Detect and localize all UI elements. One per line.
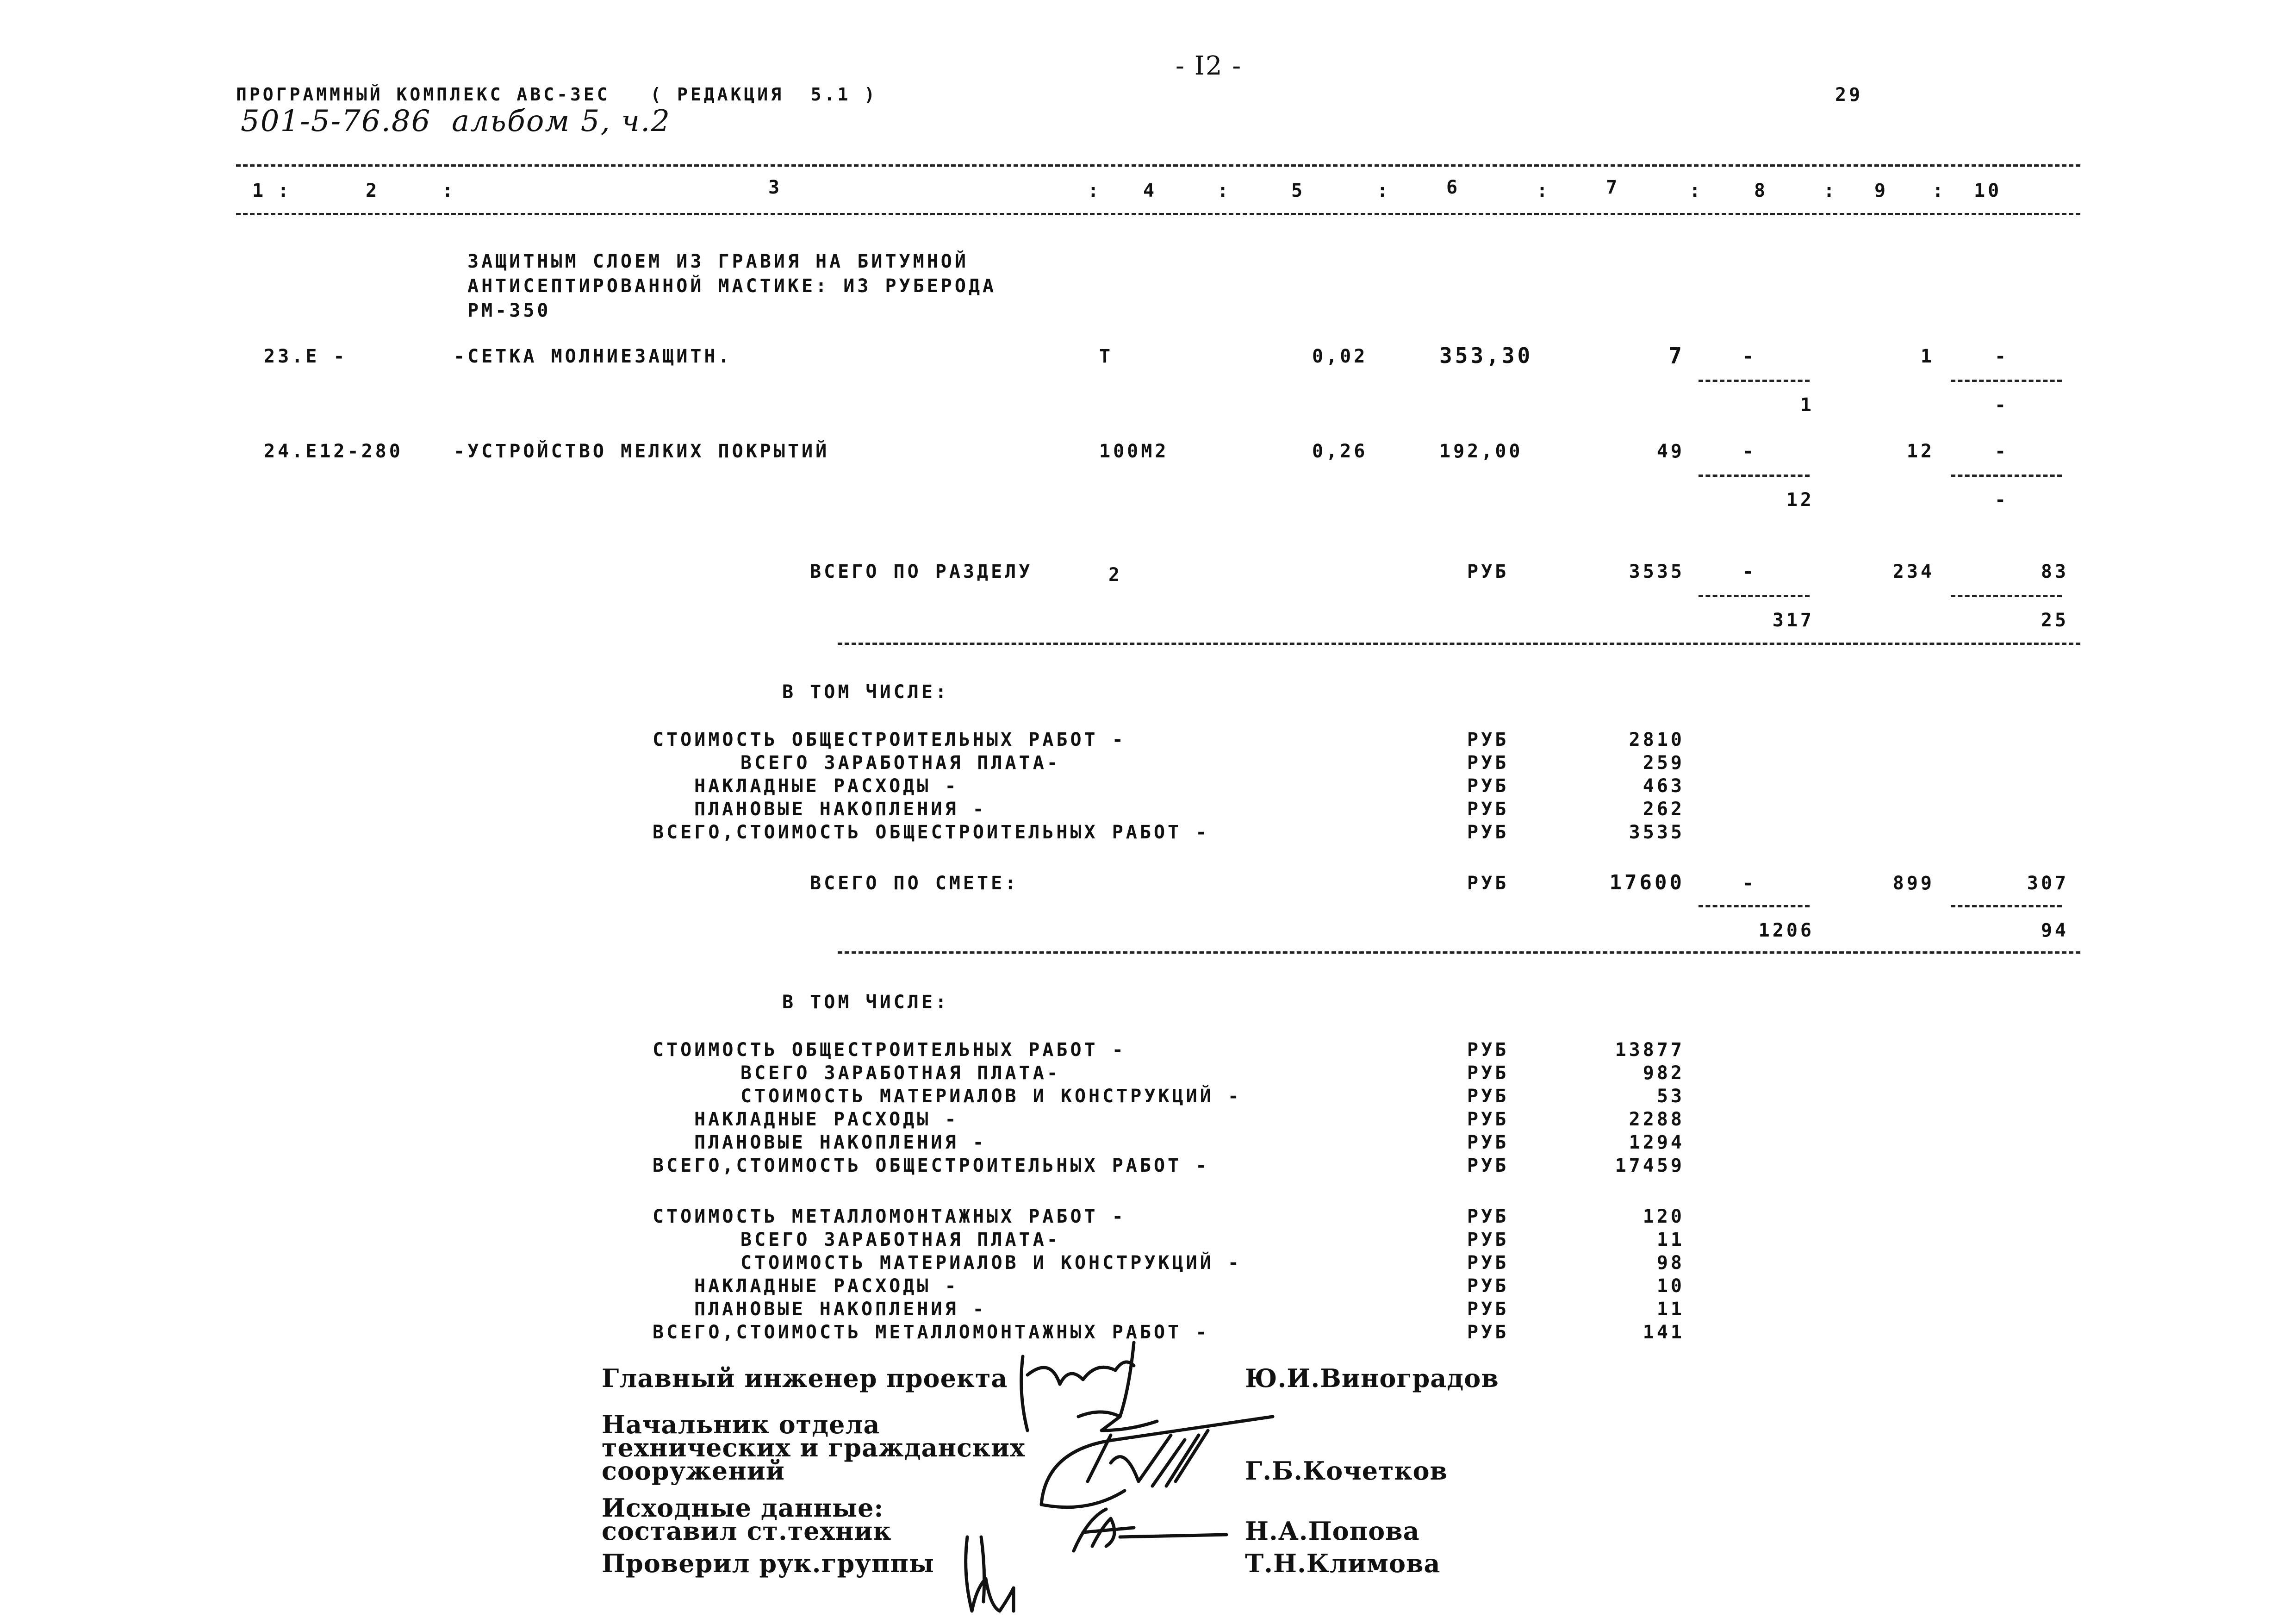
section-total-col10: 83 bbox=[2041, 561, 2069, 582]
row-col8-lower: 1 bbox=[1800, 394, 1814, 416]
breakdown-value: 3535 bbox=[1629, 822, 1685, 843]
row-col10-lower: - bbox=[1995, 394, 2009, 416]
col-10: 10 bbox=[1974, 180, 2002, 201]
breakdown-value: 141 bbox=[1643, 1322, 1685, 1343]
fraction-rule bbox=[1699, 595, 1810, 597]
section-total-label: ВСЕГО ПО РАЗДЕЛУ bbox=[810, 561, 1033, 582]
breakdown-unit: РУБ bbox=[1467, 1039, 1509, 1061]
breakdown-label: СТОИМОСТЬ ОБЩЕСТРОИТЕЛЬНЫХ РАБОТ - bbox=[653, 729, 1126, 750]
row-col7: 49 bbox=[1656, 441, 1685, 462]
breakdown-value: 17459 bbox=[1615, 1155, 1685, 1176]
intro-line: РМ-350 bbox=[467, 300, 551, 321]
breakdown-label: ВСЕГО ЗАРАБОТНАЯ ПЛАТА- bbox=[740, 752, 1061, 774]
breakdown-label: ВСЕГО,СТОИМОСТЬ ОБЩЕСТРОИТЕЛЬНЫХ РАБОТ - bbox=[653, 1155, 1210, 1176]
header-bottom-rule bbox=[236, 213, 2080, 215]
col-2: 2 bbox=[366, 180, 380, 201]
section-total-col7: 3535 bbox=[1629, 561, 1685, 582]
breakdown-unit: РУБ bbox=[1467, 1322, 1509, 1343]
breakdown-unit: РУБ bbox=[1467, 1062, 1509, 1084]
section-total-col8-lower: 317 bbox=[1772, 610, 1814, 631]
breakdown-label: СТОИМОСТЬ МАТЕРИАЛОВ И КОНСТРУКЦИЙ - bbox=[740, 1086, 1242, 1107]
breakdown-value: 11 bbox=[1656, 1299, 1685, 1320]
signature-role: Главный инженер проекта bbox=[602, 1363, 1008, 1393]
breakdown-value: 463 bbox=[1643, 775, 1685, 797]
breakdown-label: ВСЕГО ЗАРАБОТНАЯ ПЛАТА- bbox=[740, 1062, 1061, 1084]
col-7: 7 bbox=[1606, 177, 1620, 198]
signature-name: Н.А.Попова bbox=[1245, 1516, 1420, 1546]
breakdown-value: 259 bbox=[1643, 752, 1685, 774]
section-rule bbox=[838, 643, 2080, 645]
breakdown-unit: РУБ bbox=[1467, 799, 1509, 820]
row-qty: 0,02 bbox=[1312, 346, 1368, 367]
breakdown-unit: РУБ bbox=[1467, 1299, 1509, 1320]
signature-role: технических и гражданских bbox=[602, 1433, 1026, 1462]
col-3: 3 bbox=[768, 177, 783, 198]
col-9: 9 bbox=[1874, 180, 1889, 201]
breakdown-unit: РУБ bbox=[1467, 1086, 1509, 1107]
fraction-rule bbox=[1699, 905, 1810, 907]
breakdown-value: 98 bbox=[1656, 1252, 1685, 1274]
section-total-col10-lower: 25 bbox=[2041, 610, 2069, 631]
signature-role: составил ст.техник bbox=[602, 1516, 892, 1546]
handwritten-signature-icon bbox=[958, 1528, 1032, 1620]
breakdown-unit: РУБ bbox=[1467, 822, 1509, 843]
estimate-total-col9: 899 bbox=[1892, 873, 1935, 894]
row-col8: - bbox=[1742, 346, 1757, 367]
signature-role: Исходные данные: bbox=[602, 1493, 884, 1523]
row-name: -УСТРОЙСТВО МЕЛКИХ ПОКРЫТИЙ bbox=[454, 441, 830, 462]
breakdown-value: 1294 bbox=[1629, 1132, 1685, 1153]
col-5: 5 bbox=[1291, 180, 1306, 201]
estimate-total-col10: 307 bbox=[2027, 873, 2069, 894]
signature-role: Начальник отдела bbox=[602, 1410, 880, 1439]
breakdown-unit: РУБ bbox=[1467, 1132, 1509, 1153]
section-total-unit: РУБ bbox=[1467, 561, 1509, 582]
row-col10-lower: - bbox=[1995, 489, 2009, 511]
row-unit: Т bbox=[1099, 346, 1114, 367]
breakdown-value: 120 bbox=[1643, 1206, 1685, 1227]
breakdown-label: СТОИМОСТЬ МАТЕРИАЛОВ И КОНСТРУКЦИЙ - bbox=[740, 1252, 1242, 1274]
fraction-rule bbox=[1951, 595, 2062, 597]
row-col10: - bbox=[1995, 346, 2009, 367]
row-price: 353,30 bbox=[1439, 343, 1533, 368]
breakdown-value: 2288 bbox=[1629, 1109, 1685, 1130]
breakdown-unit: РУБ bbox=[1467, 752, 1509, 774]
row-col8-lower: 12 bbox=[1786, 489, 1814, 511]
signature-role: сооружений bbox=[602, 1456, 785, 1486]
section-number: 2 bbox=[1108, 564, 1123, 586]
col-sep: : bbox=[1689, 180, 1704, 201]
section-total-col9: 234 bbox=[1892, 561, 1935, 582]
row-name: -СЕТКА МОЛНИЕЗАЩИТН. bbox=[454, 346, 732, 367]
signature-name: Т.Н.Климова bbox=[1245, 1549, 1441, 1578]
breakdown-unit: РУБ bbox=[1467, 1206, 1509, 1227]
breakdown-unit: РУБ bbox=[1467, 1252, 1509, 1274]
breakdown-value: 262 bbox=[1643, 799, 1685, 820]
breakdown-label: ВСЕГО,СТОИМОСТЬ ОБЩЕСТРОИТЕЛЬНЫХ РАБОТ - bbox=[653, 822, 1210, 843]
row-col9: 12 bbox=[1906, 441, 1935, 462]
col-4: 4 bbox=[1143, 180, 1157, 201]
row-col10: - bbox=[1995, 441, 2009, 462]
breakdown-label: СТОИМОСТЬ МЕТАЛЛОМОНТАЖНЫХ РАБОТ - bbox=[653, 1206, 1126, 1227]
breakdown-label: ПЛАНОВЫЕ НАКОПЛЕНИЯ - bbox=[694, 1299, 987, 1320]
breakdown-value: 2810 bbox=[1629, 729, 1685, 750]
fraction-rule bbox=[1951, 905, 2062, 907]
breakdown-label: ВСЕГО,СТОИМОСТЬ МЕТАЛЛОМОНТАЖНЫХ РАБОТ - bbox=[653, 1322, 1210, 1343]
breakdown-heading: В ТОМ ЧИСЛЕ: bbox=[782, 992, 949, 1013]
estimate-total-col8: - bbox=[1742, 873, 1757, 894]
breakdown-value: 53 bbox=[1656, 1086, 1685, 1107]
col-sep: : bbox=[1537, 180, 1551, 201]
breakdown-unit: РУБ bbox=[1467, 1109, 1509, 1130]
estimate-total-col10-lower: 94 bbox=[2041, 920, 2069, 941]
intro-line: АНТИСЕПТИРОВАННОЙ МАСТИКЕ: ИЗ РУБЕРОДА bbox=[467, 275, 997, 297]
album-code: 501-5-76.86 альбом 5, ч.2 bbox=[241, 104, 671, 138]
estimate-total-col7: 17600 bbox=[1609, 871, 1685, 894]
breakdown-unit: РУБ bbox=[1467, 729, 1509, 750]
breakdown-value: 11 bbox=[1656, 1229, 1685, 1250]
page-number: - I2 - bbox=[1176, 51, 1242, 81]
breakdown-unit: РУБ bbox=[1467, 1229, 1509, 1250]
sheet-number: 29 bbox=[1835, 84, 1863, 106]
row-qty: 0,26 bbox=[1312, 441, 1368, 462]
estimate-total-col8-lower: 1206 bbox=[1758, 920, 1814, 941]
estimate-total-label: ВСЕГО ПО СМЕТЕ: bbox=[810, 873, 1019, 894]
estimate-rule bbox=[838, 951, 2080, 954]
col-sep: : bbox=[1088, 180, 1102, 201]
signature-name: Ю.И.Виноградов bbox=[1245, 1363, 1499, 1393]
col-sep: : bbox=[278, 180, 292, 201]
breakdown-label: НАКЛАДНЫЕ РАСХОДЫ - bbox=[694, 1275, 959, 1297]
breakdown-label: НАКЛАДНЫЕ РАСХОДЫ - bbox=[694, 775, 959, 797]
col-sep: : bbox=[1823, 180, 1838, 201]
breakdown-unit: РУБ bbox=[1467, 1275, 1509, 1297]
breakdown-unit: РУБ bbox=[1467, 775, 1509, 797]
breakdown-label: СТОИМОСТЬ ОБЩЕСТРОИТЕЛЬНЫХ РАБОТ - bbox=[653, 1039, 1126, 1061]
breakdown-label: ПЛАНОВЫЕ НАКОПЛЕНИЯ - bbox=[694, 1132, 987, 1153]
fraction-rule bbox=[1699, 380, 1810, 382]
fraction-rule bbox=[1699, 475, 1810, 477]
row-col8: - bbox=[1742, 441, 1757, 462]
signature-role: Проверил рук.группы bbox=[602, 1549, 935, 1578]
row-col9: 1 bbox=[1920, 346, 1935, 367]
breakdown-value: 10 bbox=[1656, 1275, 1685, 1297]
section-total-col8: - bbox=[1742, 561, 1757, 582]
header-top-rule bbox=[236, 164, 2080, 167]
fraction-rule bbox=[1951, 380, 2062, 382]
col-sep: : bbox=[1377, 180, 1391, 201]
row-number: 24.Е12-280 bbox=[264, 441, 403, 462]
breakdown-heading: В ТОМ ЧИСЛЕ: bbox=[782, 681, 949, 703]
intro-line: ЗАЩИТНЫМ СЛОЕМ ИЗ ГРАВИЯ НА БИТУМНОЙ bbox=[467, 251, 969, 272]
col-sep: : bbox=[442, 180, 456, 201]
breakdown-value: 13877 bbox=[1615, 1039, 1685, 1061]
row-col7: 7 bbox=[1668, 343, 1685, 369]
fraction-rule bbox=[1951, 475, 2062, 477]
estimate-total-unit: РУБ bbox=[1467, 873, 1509, 894]
handwritten-signature-icon bbox=[1064, 1500, 1231, 1560]
col-sep: : bbox=[1932, 180, 1947, 201]
program-title: ПРОГРАММНЫЙ КОМПЛЕКС АВС-3ЕС ( РЕДАКЦИЯ 5.1 ) bbox=[236, 84, 878, 105]
breakdown-unit: РУБ bbox=[1467, 1155, 1509, 1176]
col-1: 1 bbox=[252, 180, 267, 201]
row-number: 23.Е - bbox=[264, 346, 348, 367]
signature-name: Г.Б.Кочетков bbox=[1245, 1456, 1448, 1486]
col-sep: : bbox=[1217, 180, 1232, 201]
breakdown-value: 982 bbox=[1643, 1062, 1685, 1084]
breakdown-label: НАКЛАДНЫЕ РАСХОДЫ - bbox=[694, 1109, 959, 1130]
row-price: 192,00 bbox=[1439, 441, 1523, 462]
col-8: 8 bbox=[1754, 180, 1768, 201]
col-6: 6 bbox=[1446, 177, 1461, 198]
breakdown-label: ВСЕГО ЗАРАБОТНАЯ ПЛАТА- bbox=[740, 1229, 1061, 1250]
breakdown-label: ПЛАНОВЫЕ НАКОПЛЕНИЯ - bbox=[694, 799, 987, 820]
row-unit: 100М2 bbox=[1099, 441, 1169, 462]
